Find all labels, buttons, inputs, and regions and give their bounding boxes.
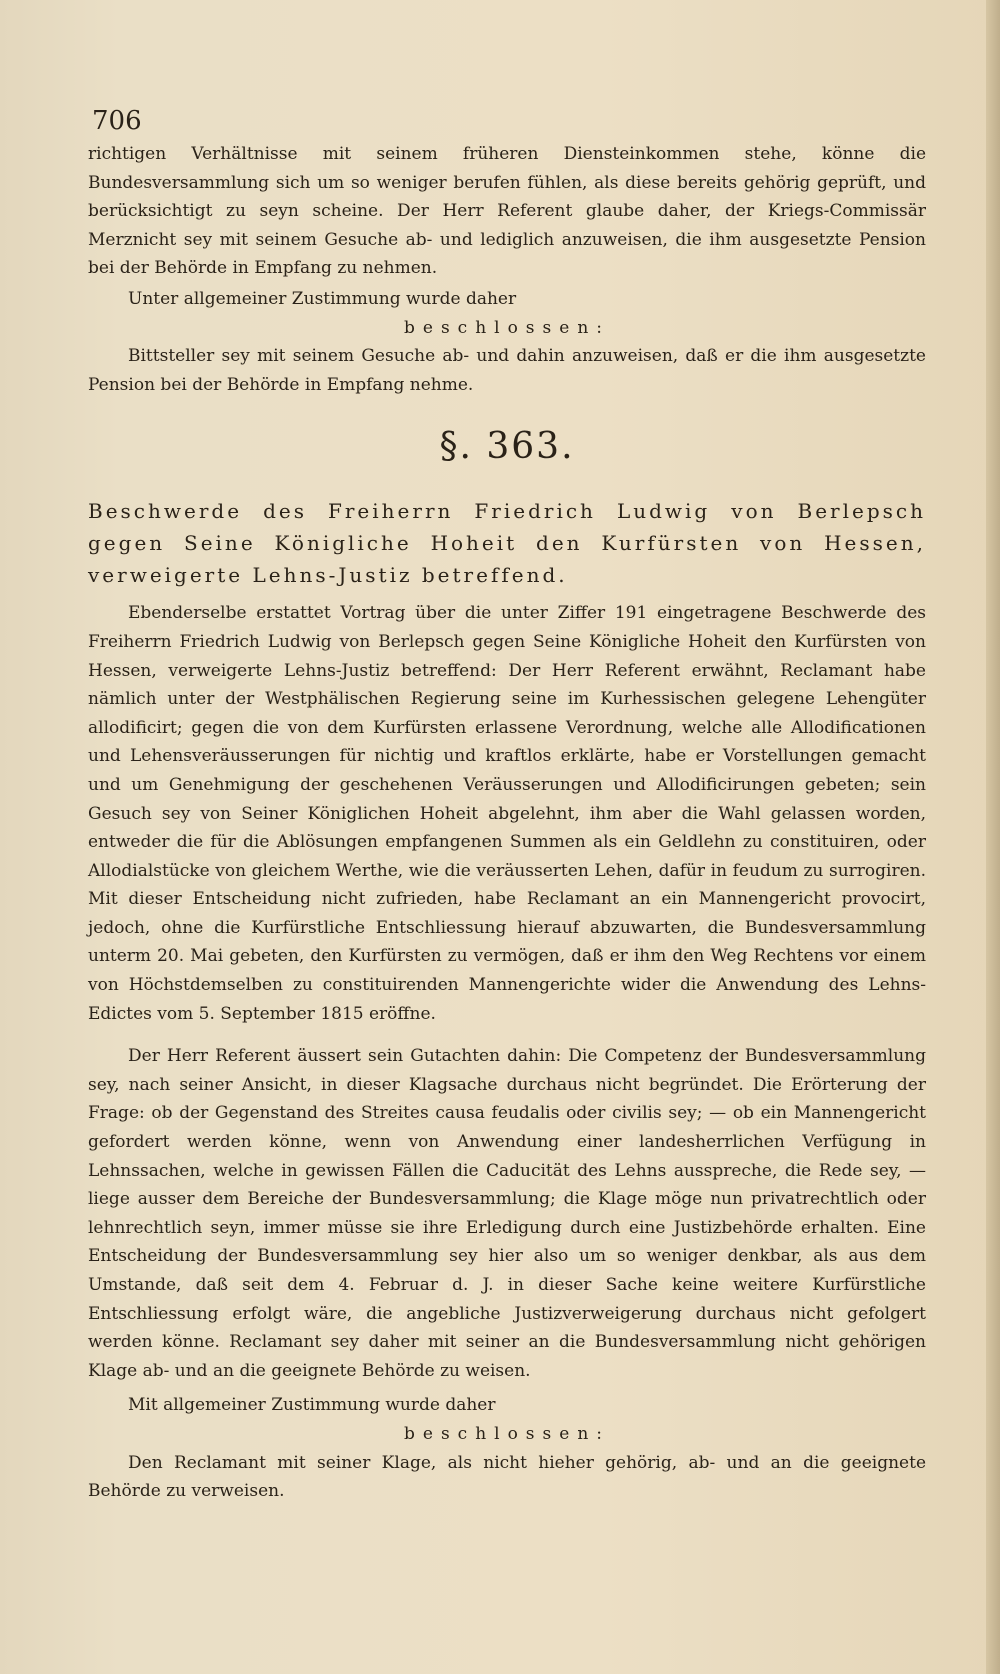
decision-heading-2: beschlossen: <box>404 1423 610 1444</box>
paragraph-1: richtigen Verhältnisse mit seinem früheren Diensteinkommen stehe, könne die Bundesversammlung sich um so weniger berufen fühlen, als diese bereits gehörig geprüft, und berücksichtigt zu seyn scheine. Der Herr Referent glaube daher, der Kriegs-Commissär Merznicht sey mit seinem Gesuche ab- und lediglich anzuweisen, die ihm ausgesetzte Pension bei der Behörde in Empfang zu nehmen. <box>88 144 926 279</box>
section-title: Beschwerde des Freiherrn Friedrich Ludwig von Berlepsch gegen Seine Königliche Hoheit den Kurfürsten von Hessen, verweigerte Lehns-Justiz betreffend. <box>88 499 926 588</box>
paragraph-2: Unter allgemeiner Zustimmung wurde daher <box>128 288 517 309</box>
page-body <box>88 104 926 1506</box>
page-edge-shadow <box>986 0 1000 1674</box>
paragraph-6: Mit allgemeiner Zustimmung wurde daher <box>128 1395 496 1416</box>
paragraph-7: Den Reclamant mit seiner Klage, als nicht hieher gehörig, ab- und an die geeignete Behörde zu verweisen. <box>88 1452 926 1502</box>
decision-heading-1: beschlossen: <box>404 317 610 338</box>
page-number: 706 <box>92 106 142 136</box>
paragraph-3: Bittsteller sey mit seinem Gesuche ab- und dahin anzuweisen, daß er die ihm ausgesetzte Pension bei der Behörde in Empfang nehme. <box>88 346 926 395</box>
section-number: §. 363. <box>439 426 575 468</box>
paragraph-4: Ebenderselbe erstattet Vortrag über die unter Ziffer 191 eingetragene Beschwerde des Freiherrn Friedrich Ludwig von Berlepsch gegen Seine Königliche Hoheit den Kurfürsten von Hessen, verweigerte Lehns-Justiz betreffend: Der Herr Referent erwähnt, Reclamant habe nämlich unter der Westphälischen Regierung seine im Kurhessischen gelegene Lehengüter allodificirt; gegen die von dem Kurfürsten erlassene Verordnung, welche alle Allodificationen und Lehensveräusserungen für nichtig und kraftlos erklärte, habe er Vorstellungen gemacht und um Genehmigung der geschehenen Veräusserungen und Allodificirungen gebeten; sein Gesuch sey von Seiner Königlichen Hoheit abgelehnt, ihm aber die Wahl gelassen worden, entweder die für die Ablösungen empfangenen Summen als ein Geldlehn zu constituiren, oder Allodialstücke von gleichem Werthe, wie die veräusserten Lehen, dafür in feudum zu surrogiren. Mit dieser Entscheidung nicht zufrieden, habe Reclamant an ein Mannengericht provocirt, jedoch, ohne die Kurfürstliche Entschliessung hierauf abzuwarten, die Bundesversammlung unterm 20. Mai gebeten, den Kurfürsten zu vermögen, daß er ihm den Weg Rechtens vor einem von Höchstdemselben zu constituirenden Mannengerichte wider die Anwendung des Lehns-Edictes vom 5. September 1815 eröffne. <box>88 603 926 1024</box>
paragraph-5: Der Herr Referent äussert sein Gutachten dahin: Die Competenz der Bundesversammlung sey, nach seiner Ansicht, in dieser Klagsache durchaus nicht begründet. Die Erörterung der Frage: ob der Gegenstand des Streites causa feudalis oder civilis sey; — ob ein Mannengericht gefordert werden könne, wenn von Anwendung einer landesherrlichen Verfügung in Lehnssachen, welche in gewissen Fällen die Caducität des Lehns ausspreche, die Rede sey, — liege ausser dem Bereiche der Bundesversammlung; die Klage möge nun privatrechtlich oder lehnrechtlich seyn, immer müsse sie ihre Erledigung durch eine Justizbehörde erhalten. Eine Entscheidung der Bundesversammlung sey hier also um so weniger denkbar, als aus dem Umstande, daß seit dem 4. Februar d. J. in dieser Sache keine weitere Kurfürstliche Entschliessung erfolgt wäre, die angebliche Justizverweigerung durchaus nicht gefolgert werden könne. Reclamant sey daher mit seiner an die Bundesversammlung nicht gehörigen Klage ab- und an die geeignete Behörde zu weisen. <box>88 1046 926 1381</box>
